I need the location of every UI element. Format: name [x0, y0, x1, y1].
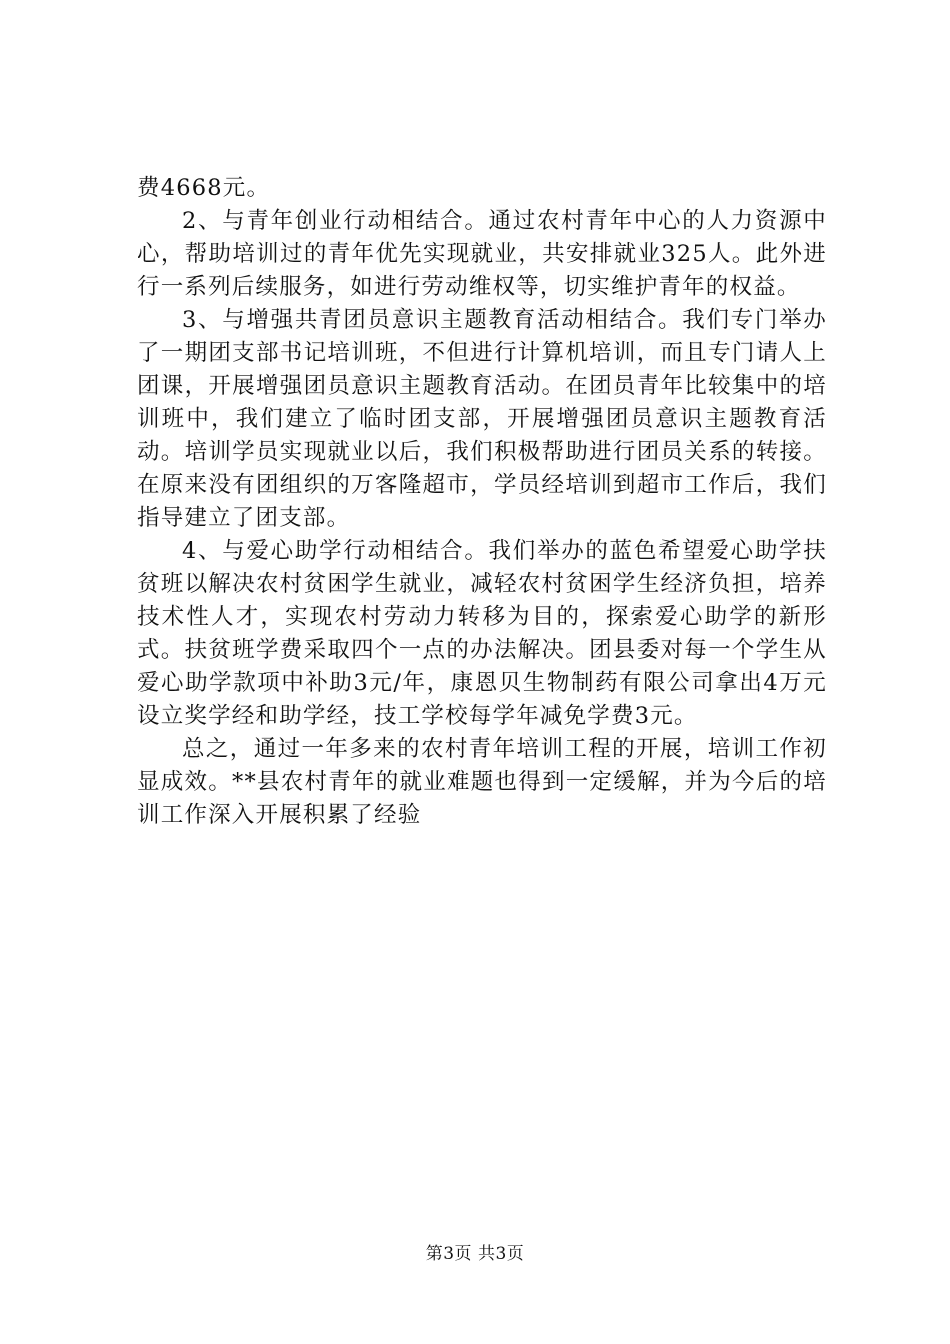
paragraph-entrepreneurship: 2、与青年创业行动相结合。通过农村青年中心的人力资源中心，帮助培训过的青年优先实现就业，共安排就业325人。此外进行一系列后续服务，如进行劳动维权等，切实维护青年的权益。 — [137, 208, 827, 300]
page-footer — [0, 1243, 950, 1265]
paragraph-summary: 总之，通过一年多来的农村青年培训工程的开展，培训工作初显成效。**县农村青年的就业难题也得到一定缓解，并为今后的培训工作深入开展积累了经验 — [137, 736, 827, 828]
paragraph-continued-fee: 费4668元。 — [137, 175, 271, 201]
document-body — [137, 172, 827, 832]
page-number-label: 第3页 共3页 — [425, 1244, 525, 1264]
paragraph-charity-education: 4、与爱心助学行动相结合。我们举办的蓝色希望爱心助学扶贫班以解决农村贫困学生就业，减轻农村贫困学生经济负担，培养技术性人才，实现农村劳动力转移为目的，探索爱心助学的新形式。扶贫班学费采取四个一点的办法解决。团县委对每一个学生从爱心助学款项中补助3元/年，康恩贝生物制药有限公司拿出4万元设立奖学经和助学经，技工学校每学年减免学费3元。 — [137, 538, 827, 729]
paragraph-league-awareness: 3、与增强共青团员意识主题教育活动相结合。我们专门举办了一期团支部书记培训班，不但进行计算机培训，而且专门请人上团课，开展增强团员意识主题教育活动。在团员青年比较集中的培训班中，我们建立了临时团支部，开展增强团员意识主题教育活动。培训学员实现就业以后，我们积极帮助进行团员关系的转接。在原来没有团组织的万客隆超市，学员经培训到超市工作后，我们指导建立了团支部。 — [137, 307, 827, 531]
